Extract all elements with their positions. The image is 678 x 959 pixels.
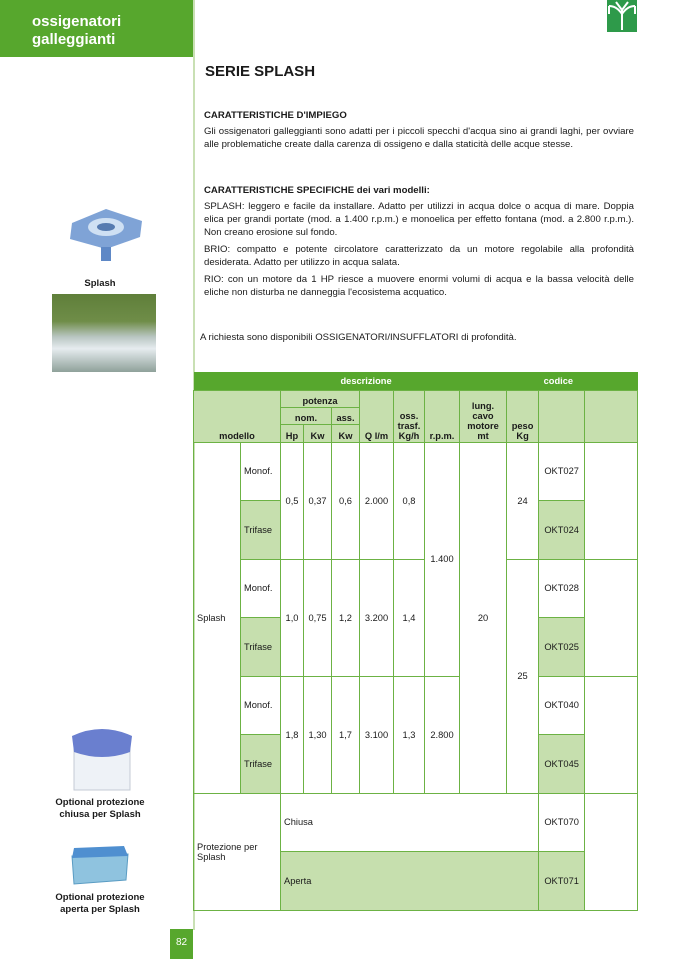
page-title: SERIE SPLASH — [205, 63, 316, 80]
specifiche-brio: BRIO: compatto e potente circolatore caratterizzato da un motore regolabile alla profondità desiderata. Adatto per utilizzo in acqua salata. — [204, 244, 634, 268]
table-row — [194, 676, 638, 735]
code-cell: OKT070 — [539, 793, 585, 852]
header-q: Q l/m — [360, 390, 394, 442]
table-row — [194, 559, 638, 618]
specifiche-splash: SPLASH: leggero e facile da installare. Adatto per utilizzi in acqua dolce o acqua di mare. Doppia elica per grandi portate (mod. a 1.400 r.p.m.) e monoelica per effetto fontana (mod. a 2.800 r.p.m.). Non creano erosione sul fondo. — [204, 201, 634, 238]
table-row — [194, 793, 638, 852]
oss-cell: 1,4 — [394, 559, 425, 676]
code-cell: OKT028 — [539, 559, 585, 618]
kw-cell: 0,75 — [304, 559, 332, 676]
q-cell: 2.000 — [360, 442, 394, 559]
type-cell: Monof. — [241, 676, 281, 735]
model-cell: Splash — [194, 442, 241, 793]
specifiche-heading: CARATTERISTICHE SPECIFICHE dei vari modelli: — [204, 185, 430, 196]
impiego-heading: CARATTERISTICHE D'IMPIEGO — [204, 110, 347, 121]
closed-protection-image — [68, 722, 136, 794]
code-cell: OKT025 — [539, 618, 585, 677]
brand-logo — [607, 0, 637, 32]
header-modello: modello — [194, 390, 281, 442]
impiego-section — [204, 109, 634, 151]
header-nom: nom. — [281, 407, 332, 424]
header-rpm: r.p.m. — [425, 390, 460, 442]
page-number: 82 — [170, 929, 193, 959]
header-kw-ass: Kw — [332, 424, 360, 442]
lung-cell: 20 — [460, 442, 507, 793]
peso-cell: 24 — [507, 442, 539, 559]
oss-cell: 0,8 — [394, 442, 425, 559]
extra-cell — [585, 442, 638, 559]
header-peso: peso Kg — [507, 390, 539, 442]
header-hp: Hp — [281, 424, 304, 442]
section-line-2: galleggianti — [32, 31, 116, 48]
header-potenza: potenza — [281, 390, 360, 407]
header-extra-col — [585, 390, 638, 442]
table-row — [194, 442, 638, 501]
kw-ass-cell: 1,2 — [332, 559, 360, 676]
product-table — [193, 372, 638, 911]
header-code-col — [539, 390, 585, 442]
header-lung: lung. cavo motore mt — [460, 390, 507, 442]
peso-cell: 25 — [507, 559, 539, 793]
protezione-label: Protezione per Splash — [194, 793, 281, 910]
splash-photo — [52, 294, 156, 372]
code-cell: OKT024 — [539, 501, 585, 560]
hp-cell: 1,8 — [281, 676, 304, 793]
kw-cell: 0,37 — [304, 442, 332, 559]
header-descrizione: descrizione — [194, 372, 539, 390]
section-line-1: ossigenatori — [32, 13, 122, 30]
header-ass: ass. — [332, 407, 360, 424]
specifiche-rio: RIO: con un motore da 1 HP riesce a muovere enormi volumi di acqua e la bassa velocità delle eliche non disturba ne danneggia l'ecosistema acquatico. — [204, 274, 634, 298]
extra-cell — [585, 676, 638, 793]
type-cell: Trifase — [241, 618, 281, 677]
code-cell: OKT040 — [539, 676, 585, 735]
type-cell: Trifase — [241, 735, 281, 794]
type-cell: Monof. — [241, 442, 281, 501]
kw-ass-cell: 1,7 — [332, 676, 360, 793]
kw-cell: 1,30 — [304, 676, 332, 793]
header-codice: codice — [539, 372, 638, 390]
hp-cell: 1,0 — [281, 559, 304, 676]
note-text: A richiesta sono disponibili OSSIGENATORI/INSUFFLATORI di profondità. — [200, 332, 517, 343]
splash-product-image — [62, 205, 150, 265]
code-cell: OKT027 — [539, 442, 585, 501]
q-cell: 3.200 — [360, 559, 394, 676]
protezione-type: Aperta — [281, 852, 539, 911]
protezione-type: Chiusa — [281, 793, 539, 852]
closed-protection-caption: Optional protezione chiusa per Splash — [55, 797, 145, 820]
hp-cell: 0,5 — [281, 442, 304, 559]
type-cell: Monof. — [241, 559, 281, 618]
splash-caption: Splash — [84, 278, 116, 289]
specifiche-section — [204, 184, 634, 299]
header-kw-nom: Kw — [304, 424, 332, 442]
impiego-text: Gli ossigenatori galleggianti sono adatti per i piccoli specchi d'acqua sino ai grandi laghi, per ovviare alle problematiche create dalla carenza di ossigeno e dalla staticità delle acque stesse. — [204, 126, 634, 150]
extra-cell — [585, 793, 638, 910]
open-protection-image — [68, 840, 132, 888]
header-oss: oss. trasf. Kg/h — [394, 390, 425, 442]
code-cell: OKT071 — [539, 852, 585, 911]
open-protection-caption: Optional protezione aperta per Splash — [55, 892, 145, 915]
type-cell: Trifase — [241, 501, 281, 560]
section-label — [0, 0, 193, 57]
kw-ass-cell: 0,6 — [332, 442, 360, 559]
extra-cell — [585, 559, 638, 676]
code-cell: OKT045 — [539, 735, 585, 794]
rpm-cell: 1.400 — [425, 442, 460, 676]
rpm-cell: 2.800 — [425, 676, 460, 793]
q-cell: 3.100 — [360, 676, 394, 793]
oss-cell: 1,3 — [394, 676, 425, 793]
